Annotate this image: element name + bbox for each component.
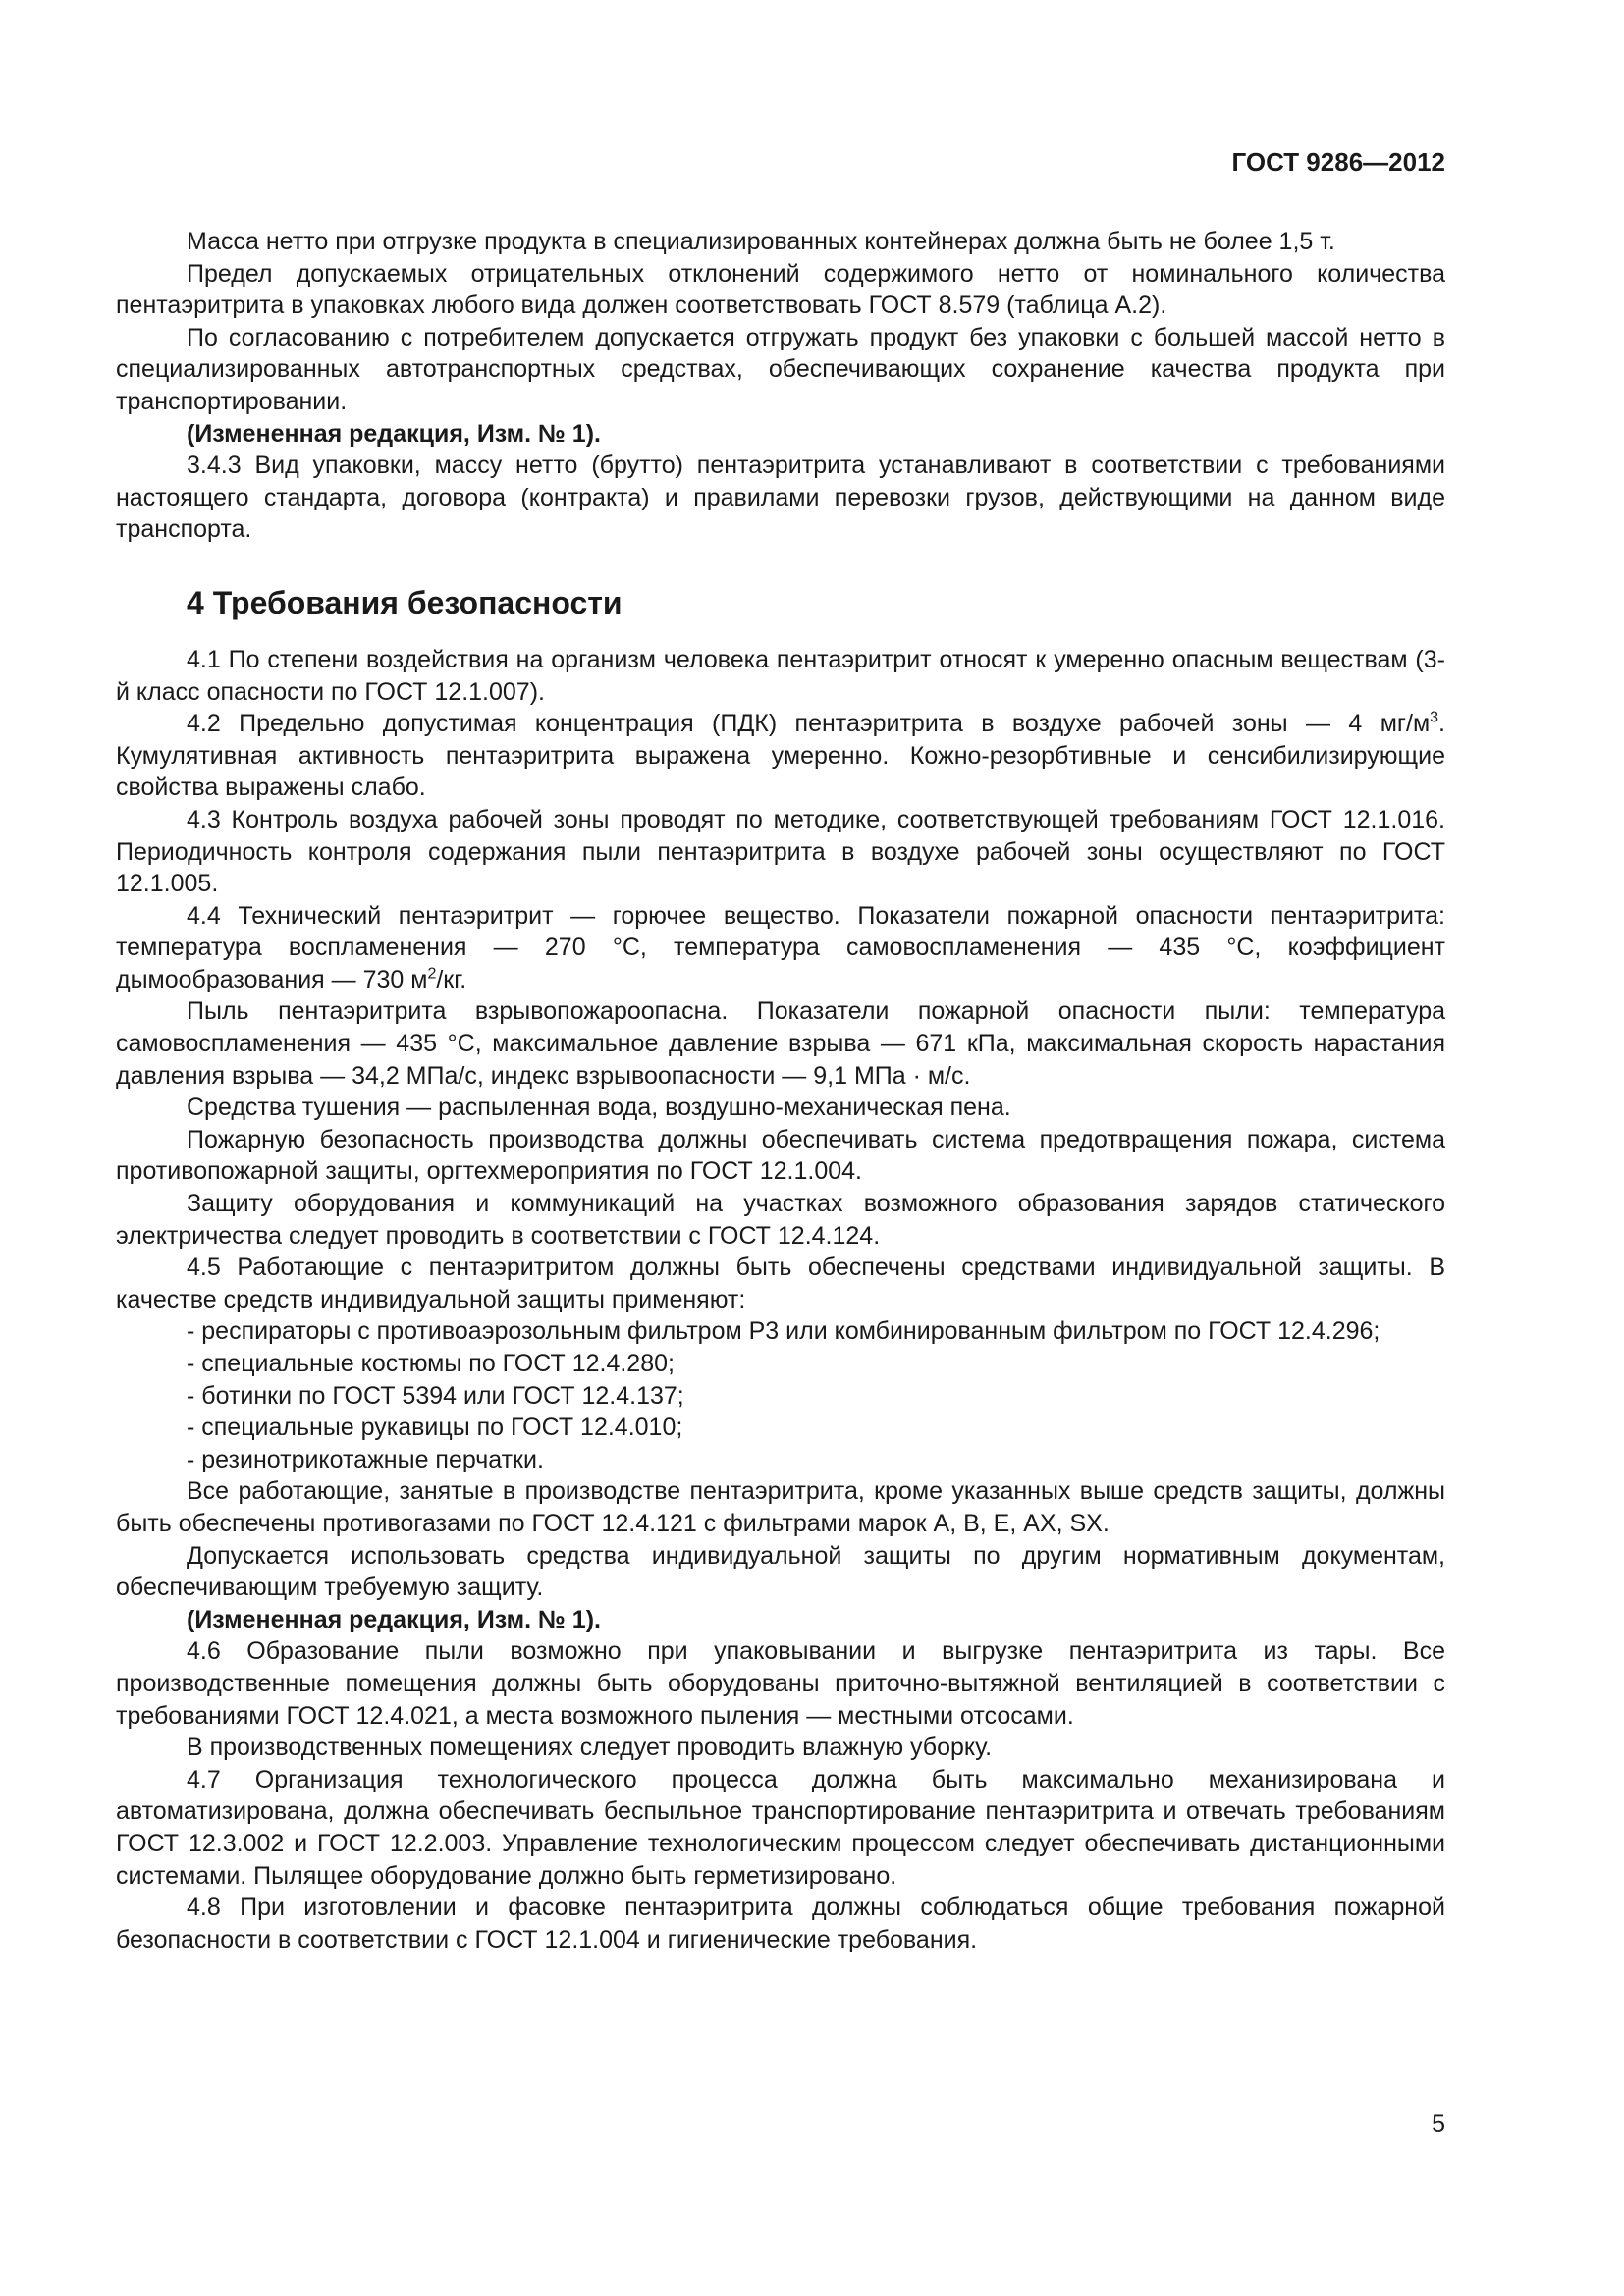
text-run: /кг.: [436, 965, 467, 993]
text-run: . Кумулятивная активность пентаэритрита выражена умеренно. Кожно-резорбтивные и сенсибилизирующие свойства выражены слабо.: [116, 710, 1445, 802]
paragraph-4-2: [116, 708, 1445, 804]
paragraph: Защиту оборудования и коммуникаций на участках возможного образования зарядов статического электричества следует проводить в соответствии с ГОСТ 12.4.124.: [116, 1190, 1445, 1250]
paragraph: По согласованию с потребителем допускается отгружать продукт без упаковки с большей массой нетто в специализированных автотранспортных средствах, обеспечивающих сохранение качества продукта при транспортировании.: [116, 323, 1445, 415]
superscript: 3: [1430, 709, 1439, 726]
paragraph: Средства тушения — распыленная вода, воздушно-механическая пена.: [187, 1094, 1011, 1122]
document-body: [116, 226, 1445, 1955]
doc-header: ГОСТ 9286—2012: [1231, 147, 1445, 177]
text-run: 4.4 Технический пентаэритрит — горючее вещество. Показатели пожарной опасности пентаэритрита: температура воспламенения — 270 °С, температура самовоспламенения — 435 °С, коэффициент дымообразования — 730 м: [116, 901, 1445, 993]
document-page: [116, 0, 1445, 2296]
paragraph: 4.5 Работающие с пентаэритритом должны быть обеспечены средствами индивидуальной защиты. В качестве средств индивидуальной защиты применяют:: [116, 1254, 1445, 1313]
paragraph: Предел допускаемых отрицательных отклонений содержимого нетто от номинального количества пентаэритрита в упаковках любого вида должен соответствовать ГОСТ 8.579 (таблица А.2).: [116, 259, 1445, 320]
page-number: 5: [1432, 2110, 1445, 2138]
paragraph: Пожарную безопасность производства должны обеспечивать система предотвращения пожара, система противопожарной защиты, оргтехмероприятия по ГОСТ 12.1.004.: [116, 1125, 1445, 1186]
list-item: - респираторы с противоаэрозольным фильтром Р3 или комбинированным фильтром по ГОСТ 12.4.296;: [187, 1317, 1380, 1346]
paragraph: В производственных помещениях следует проводить влажную уборку.: [187, 1734, 993, 1762]
superscript: 2: [427, 965, 437, 983]
list-item: - специальные костюмы по ГОСТ 12.4.280;: [187, 1350, 675, 1377]
paragraph: Все работающие, занятые в производстве пентаэритрита, кроме указанных выше средств защиты, должны быть обеспечены противогазами по ГОСТ 12.4.121 с фильтрами марок А, В, Е, АХ, SX.: [116, 1477, 1445, 1537]
section-heading: 4 Требования безопасности: [187, 584, 623, 620]
paragraph: 4.6 Образование пыли возможно при упаковывании и выгрузке пентаэритрита из тары. Все производственные помещения должны быть оборудованы приточно-вытяжной вентиляцией в соответствии с требованиями ГОСТ 12.4.021, а места возможного пыления — местными отсосами.: [116, 1637, 1445, 1730]
paragraph: Масса нетто при отгрузке продукта в специализированных контейнерах должна быть не более 1,5 т.: [187, 228, 1335, 255]
list-item: - специальные рукавицы по ГОСТ 12.4.010;: [187, 1414, 683, 1442]
paragraph: 4.8 При изготовлении и фасовке пентаэритрита должны соблюдаться общие требования пожарной безопасности в соответствии с ГОСТ 12.1.004 и гигиенические требования.: [116, 1894, 1445, 1953]
paragraph-4-4: [116, 900, 1445, 996]
paragraph: Пыль пентаэритрита взрывопожароопасна. Показатели пожарной опасности пыли: температура самовоспламенения — 435 °С, максимальное давление взрыва — 671 кПа, максимальная скорость нарастания давления взрыва — 34,2 МПа/с, индекс взрывоопасности — 9,1 МПа · м/с.: [116, 997, 1445, 1090]
amendment-note: (Измененная редакция, Изм. № 1).: [187, 419, 601, 448]
paragraph: 4.7 Организация технологического процесса должна быть максимально механизирована и автоматизирована, должна обеспечивать беспыльное транспортирование пентаэритрита и отвечать требованиям ГОСТ 12.3.002 и ГОСТ 12.2.003. Управление технологическим процессом следует обеспечивать дистанционными системами. Пылящее оборудование должно быть герметизировано.: [116, 1765, 1445, 1890]
paragraph: 3.4.3 Вид упаковки, массу нетто (брутто) пентаэритрита устанавливают в соответствии с требованиями настоящего стандарта, договора (контракта) и правилами перевозки грузов, действующими на данном виде транспорта.: [116, 452, 1445, 544]
list-item: - резинотрикотажные перчатки.: [187, 1445, 544, 1473]
amendment-note: (Измененная редакция, Изм. № 1).: [187, 1605, 601, 1633]
paragraph: 4.3 Контроль воздуха рабочей зоны проводят по методике, соответствующей требованиям ГОСТ 12.1.016. Периодичность контроля содержания пыли пентаэритрита в воздухе рабочей зоны осуществляют по ГОСТ 12.1.005.: [116, 805, 1445, 898]
list-item: - ботинки по ГОСТ 5394 или ГОСТ 12.4.137;: [187, 1381, 684, 1410]
text-run: 4.2 Предельно допустимая концентрация (ПДК) пентаэритрита в воздухе рабочей зоны — 4 мг/м: [187, 710, 1431, 738]
paragraph: Допускается использовать средства индивидуальной защиты по другим нормативным документам, обеспечивающим требуемую защиту.: [116, 1541, 1445, 1602]
paragraph: 4.1 По степени воздействия на организм человека пентаэритрит относят к умеренно опасным веществам (3-й класс опасности по ГОСТ 12.1.007).: [116, 645, 1445, 706]
